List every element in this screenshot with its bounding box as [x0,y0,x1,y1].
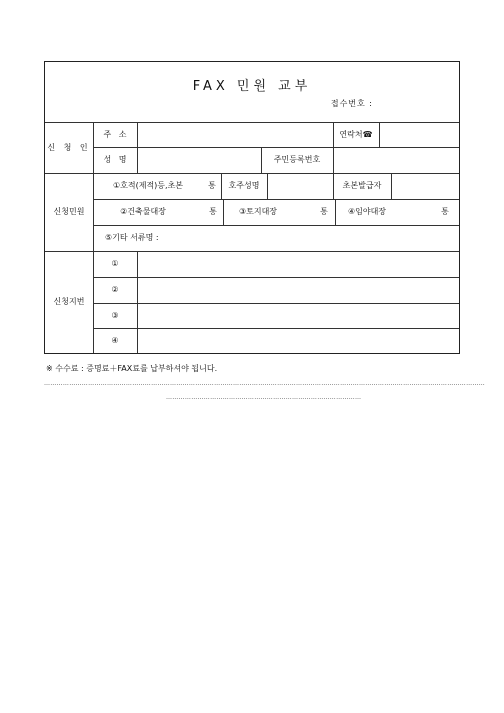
lot-field[interactable] [137,277,459,303]
issue-target-label: 초본발급자 [342,181,382,190]
building-register-item: ②건축물대장 [120,207,166,216]
fee-note: ※ 수수료 : 증명료＋FAX료를 납부하셔야 됩니다. [46,364,218,373]
lot-field[interactable] [137,251,459,277]
lot-row-number: ④ [111,335,119,345]
family-register-item: ①호적(제적)등,초본 [112,181,184,190]
forest-register-unit: 통 [441,207,449,216]
family-register-unit: 통 [208,181,216,190]
name-label: 성 명 [103,155,127,164]
other-documents-label: ⑤기타 서류명 : [105,233,159,242]
contact-label: 연락처☎ [339,129,373,139]
issue-target-field[interactable] [391,173,459,199]
forest-register-item: ④임야대장 [347,207,387,216]
name-field[interactable] [137,147,261,173]
land-register-unit: 통 [320,207,328,216]
form-title: FAX 민원 교부 [192,79,312,94]
lot-row-number: ① [111,259,119,268]
building-register-unit: 통 [209,207,217,216]
lot-field[interactable] [137,303,459,328]
applicant-section-label: 신 청 인 [47,142,91,152]
divider [335,199,336,225]
lot-section-label: 신청지번 [53,297,85,306]
address-field[interactable] [137,122,333,147]
dotted-divider: ………………………………………………………………………………………………………………………………………………………………………………………… [44,380,485,387]
fax-civil-form [44,61,460,354]
contact-field[interactable] [379,122,459,147]
dotted-divider: ………………………………………………………………………………… [166,394,362,401]
resident-number-field[interactable] [333,147,459,173]
civil-section-label: 신청민원 [53,207,85,216]
household-head-label: 호주성명 [228,181,260,190]
address-label: 주 소 [103,129,127,139]
receipt-number-label: 접수번호 : [330,99,373,108]
lot-row-number: ③ [111,310,119,320]
land-register-item: ③토지대장 [238,207,278,216]
household-head-field[interactable] [267,173,333,199]
lot-row-number: ② [111,285,119,294]
lot-field[interactable] [137,328,459,353]
resident-number-label: 주민등록번호 [273,155,321,164]
